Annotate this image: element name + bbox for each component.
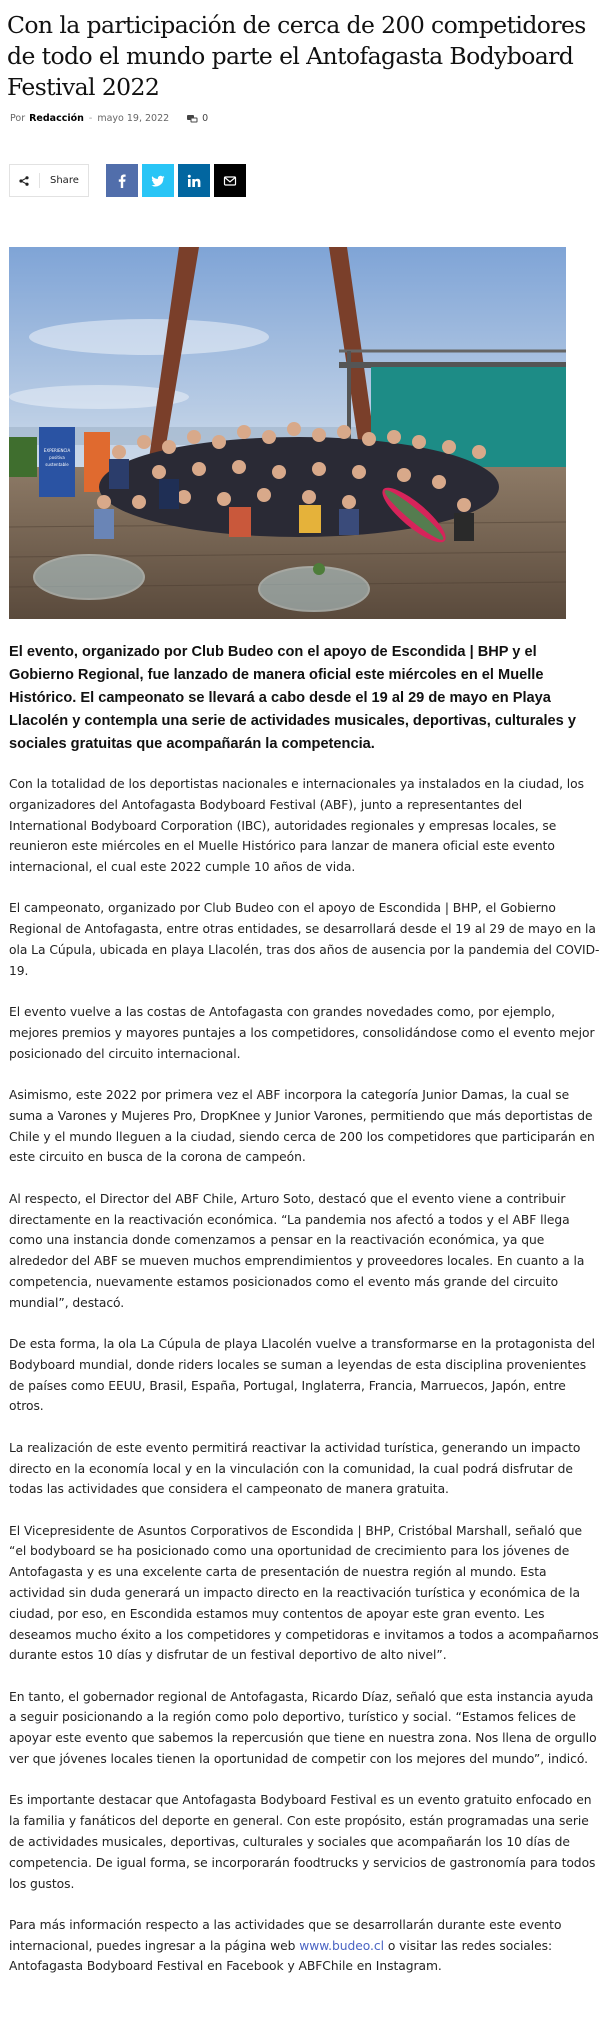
share-bar — [0, 164, 613, 197]
paragraph-7: La realización de este evento permitirá reactivar la actividad turística, generando un impacto directo en la economía local y en la vinculación con la comunidad, la cual podrá disfrutar de todas las actividades que considera el campeonato de manera gratuita. — [9, 1440, 581, 1497]
banner-line-1: EXPERIENCIA — [43, 448, 71, 453]
paragraph-8: El Vicepresidente de Asuntos Corporativos de Escondida | BHP, Cristóbal Marshall, señaló que “el bodyboard se ha posicionado como una oportunidad de crecimiento para los jóvenes de Antofagasta y es una excelente carta de presentación de nuestra región al mundo. Esta actividad sin duda generará un impacto directo en la reactivación turística y económica de la ciudad, por eso, en Escondida estamos muy contentos de apoyar este gran evento. Les deseamos mucho éxito a los competidores y competidoras e invitamos a todos a acompañarnos durante estos 10 días y disfrutar de un festival deportivo de alto nivel”. — [9, 1523, 599, 1663]
paragraph-5: Al respecto, el Director del ABF Chile, Arturo Soto, destacó que el evento viene a contribuir directamente en la reactivación económica. “La pandemia nos afectó a todos y el ABF llega como una instancia donde comenzamos a pensar en la reactivación económica, ya que alrededor del ABF se mueven muchos emprendimientos y proveedores locales. En cuanto a la competencia, nuevamente estamos posicionados como el evento más grande del circuito mundial”, destacó. — [9, 1191, 585, 1310]
comment-icon — [187, 115, 198, 123]
closing-text-after: o visitar las redes sociales: Antofagasta Bodyboard Festival en Facebook y ABFChile en Instagram. — [9, 1938, 553, 1974]
paragraph-3: El evento vuelve a las costas de Antofagasta con grandes novedades como, por ejemplo, mejores premios y mayores puntajes a los competidores, consolidándose como el evento mejor posicionado del circuito internacional. — [9, 1005, 595, 1061]
share-label: Share — [50, 175, 79, 186]
publish-date: mayo 19, 2022 — [97, 113, 170, 124]
comments-link[interactable] — [187, 113, 208, 124]
facebook-share-button[interactable] — [106, 164, 138, 197]
article-meta — [0, 103, 613, 124]
budeo-website-link[interactable]: www.budeo.cl — [299, 1938, 384, 1953]
group-photo-illustration — [9, 247, 566, 619]
paragraph-6: De esta forma, la ola La Cúpula de playa Llacolén vuelve a transformarse en la protagonista del Bodyboard mundial, donde riders locales se suman a leyendas de esta disciplina provenientes de países como EEUU, Brasil, España, Portugal, Inglaterra, Francia, Marruecos, Japón, entre otros. — [9, 1337, 595, 1414]
email-share-button[interactable] — [214, 164, 246, 197]
closing-text-before: Para más información respecto a las actividades que se desarrollarán durante este evento internacional, puedes ingresar a la página web — [9, 1917, 562, 1953]
twitter-share-button[interactable] — [142, 164, 174, 197]
article-body — [0, 756, 613, 1977]
by-label: Por — [10, 113, 26, 124]
paragraph-1: Con la totalidad de los deportistas nacionales e internacionales ya instalados en la ciudad, los organizadores del Antofagasta Bodyboard Festival (ABF), junto a representantes del International Bodyboard Corporation (IBC), autoridades regionales y empresas locales, se reunieron este miércoles en el Muelle Histórico para lanzar de manera oficial este evento internacional, el cual este 2022 cumple 10 años de vida. — [9, 777, 584, 875]
banner-line-2: positiva — [49, 455, 65, 460]
share-button[interactable] — [9, 164, 89, 197]
facebook-icon — [115, 174, 129, 188]
share-icon — [19, 176, 29, 186]
envelope-icon — [223, 174, 237, 188]
comment-count: 0 — [202, 113, 209, 124]
article-title: Con la participación de cerca de 200 competidores de todo el mundo parte el Antofagasta Bodyboard Festival 2022 — [7, 11, 586, 101]
share-divider — [39, 173, 40, 188]
paragraph-10: Es importante destacar que Antofagasta Bodyboard Festival es un evento gratuito enfocado en la familia y fanáticos del deporte en general. Con este propósito, están programadas una serie de actividades musicales, deportivas, culturales y sociales que acompañarán los 10 días de competencia. De igual forma, se incorporarán foodtrucks y servicios de gastronomía para todos los gustos. — [9, 1793, 596, 1891]
twitter-icon — [151, 174, 165, 188]
closing-paragraph — [9, 1915, 601, 1977]
paragraph-4: Asimismo, este 2022 por primera vez el ABF incorpora la categoría Junior Damas, la cual se suma a Varones y Mujeres Pro, DropKnee y Junior Varones, permitiendo que más deportistas de Chile y el mundo lleguen a la ciudad, siendo cerca de 200 los competidores que participarán en este circuito en busca de la corona de campeón. — [9, 1088, 595, 1165]
paragraph-2: El campeonato, organizado por Club Budeo con el apoyo de Escondida | BHP, el Gobierno Regional de Antofagasta, entre otras entidades, se desarrollará desde el 19 al 29 de mayo en la ola La Cúpula, ubicada en playa Llacolén, tras dos años de ausencia por la pandemia del COVID-19. — [9, 901, 600, 978]
hero-photo — [9, 247, 566, 619]
article-lead: El evento, organizado por Club Budeo con el apoyo de Escondida | BHP y el Gobierno Regional, fue lanzado de manera oficial este miércoles en el Muelle Histórico. El campeonato se llevará a cabo desde el 19 al 29 de mayo en Playa Llacolén y contempla una serie de actividades musicales, deportivas, culturales y sociales gratuitas que acompañarán la competencia. — [9, 644, 576, 752]
paragraph-9: En tanto, el gobernador regional de Antofagasta, Ricardo Díaz, señaló que esta instancia ayuda a seguir posicionando a la región como polo deportivo, turístico y social. “Estamos felices de apoyar este evento que sabemos la repercusión que tiene en nuestra zona. Nos llena de orgullo ver que jóvenes locales tienen la oportunidad de competir con los mejores del mundo”, indicó. — [9, 1689, 597, 1767]
banner-line-3: sustentable — [45, 462, 69, 467]
meta-separator: - — [88, 113, 93, 124]
linkedin-icon — [187, 174, 201, 188]
linkedin-share-button[interactable] — [178, 164, 210, 197]
author-link[interactable]: Redacción — [29, 113, 84, 124]
